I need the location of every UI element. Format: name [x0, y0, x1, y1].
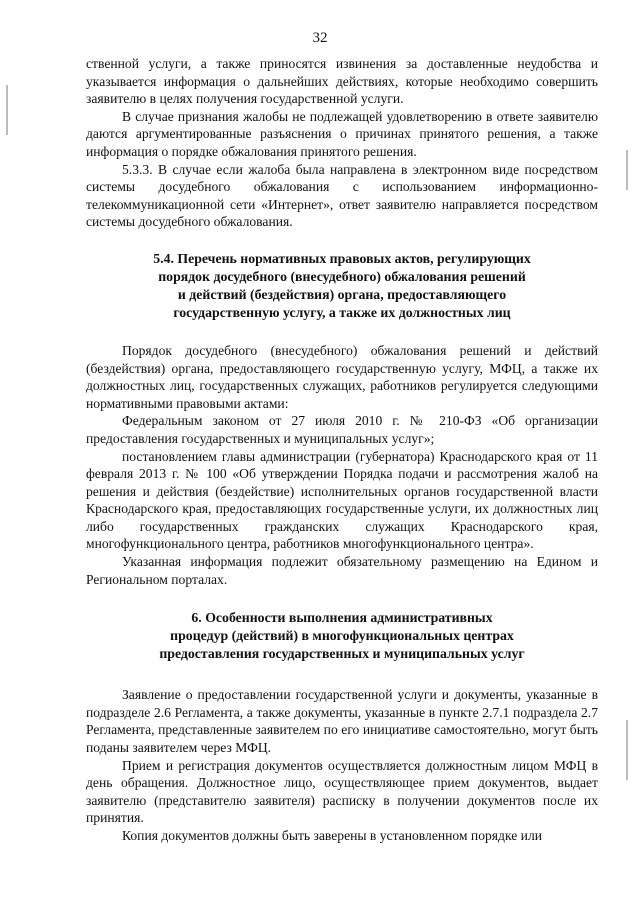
page-number: 32	[312, 30, 328, 46]
heading-line: процедур (действий) в многофункциональных центрах	[170, 628, 514, 644]
paragraph: Федеральным законом от 27 июля 2010 г. № 210-ФЗ «Об организации предоставления государственных и муниципальных услуг»;	[86, 413, 598, 446]
scan-margin-mark	[6, 85, 8, 135]
heading-line: порядок досудебного (внесудебного) обжалования решений	[158, 268, 526, 284]
section-heading-6	[86, 609, 598, 663]
paragraph: Копия документов должны быть заверены в установленном порядке или	[122, 828, 543, 843]
paragraph: Заявление о предоставлении государственной услуги и документы, указанные в подразделе 2.6 Регламента, а также документы, указанные в пункте 2.7.1 подраздела 2.7 Регламента, представленные заявителем по его инициативе самостоятельно, могут быть поданы заявителем через МФЦ.	[86, 687, 598, 756]
heading-line: 5.4. Перечень нормативных правовых актов, регулирующих	[153, 250, 531, 266]
scan-margin-mark	[626, 150, 628, 190]
paragraph: Указанная информация подлежит обязательному размещению на Едином и Региональном порталах.	[86, 554, 598, 587]
paragraph: Порядок досудебного (внесудебного) обжалования решений и действий (бездействия) органа, предоставляющего государственную услугу, МФЦ, а также их должностных лиц, государственных служащих, работников регулируется следующими нормативными правовыми актами:	[86, 342, 598, 411]
heading-line: предоставления государственных и муниципальных услуг	[159, 646, 525, 662]
heading-line: государственную услугу, а также их должностных лиц	[173, 304, 511, 320]
paragraph: постановлением главы администрации (губернатора) Краснодарского края от 11 февраля 2013 г. № 100 «Об утверждении Порядка подачи и рассмотрения жалоб на решения и действия (бездействие) исполнительных органов государственной власти Краснодарского края, предоставляющих государственные услуги, их должностных лиц либо государственных гражданских служащих Краснодарского края, многофункционального центра, работников многофункционального центра».	[86, 448, 598, 552]
heading-line: и действий (бездействия) органа, предоставляющего	[177, 286, 507, 302]
section-heading-5-4	[86, 250, 598, 322]
document-body	[86, 55, 598, 845]
scan-margin-mark	[626, 720, 628, 780]
paragraph: ственной услуги, а также приносятся извинения за доставленные неудобства и указывается информация о дальнейших действиях, которые необходимо совершить заявителю в целях получения государственной услуги.	[86, 56, 598, 107]
heading-line: 6. Особенности выполнения административных	[191, 610, 493, 626]
paragraph: В случае признания жалобы не подлежащей удовлетворению в ответе заявителю даются аргументированные разъяснения о причинах принятого решения, а также информация о порядке обжалования принятого решения.	[86, 108, 598, 159]
paragraph: 5.3.3. В случае если жалоба была направлена в электронном виде посредством системы досудебного обжалования с использованием информационно-телекоммуникационной сети «Интернет», ответ заявителю направляется посредством системы досудебного обжалования.	[86, 161, 598, 230]
paragraph: Прием и регистрация документов осуществляется должностным лицом МФЦ в день обращения. Должностное лицо, осуществляющее прием документов, выдает заявителю (представителю заявителя) расписку в получении документов после их принятия.	[86, 757, 598, 826]
